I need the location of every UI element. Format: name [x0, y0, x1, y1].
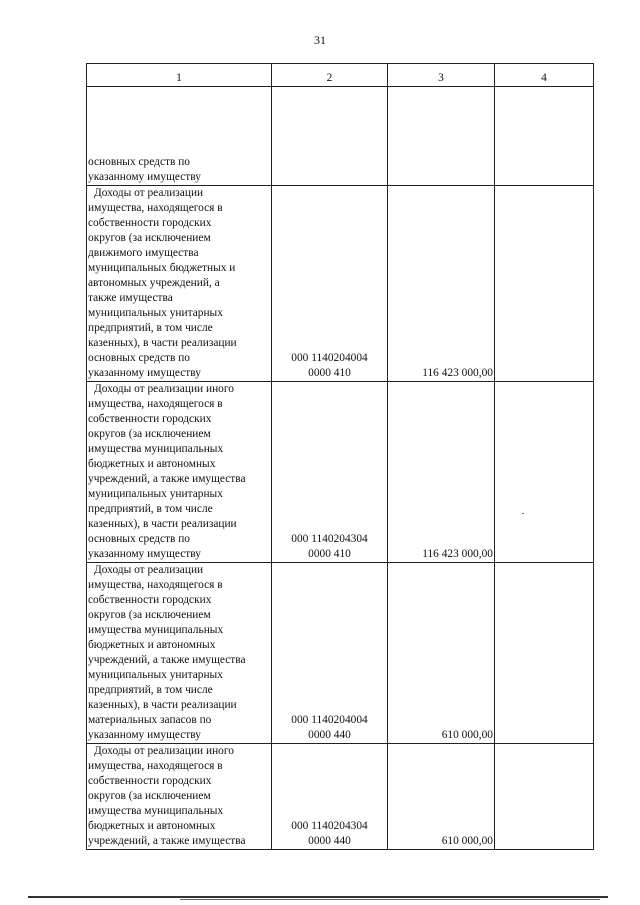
column-4-cell [495, 744, 594, 850]
revenue-name-line: имущества муниципальных [88, 443, 224, 455]
revenue-name-line: указанному имуществу [88, 729, 201, 741]
budget-code-line: 000 1140204304 [291, 820, 368, 832]
revenue-name-line: основных средств по [88, 352, 190, 364]
revenue-name-line: округов (за исключением [88, 790, 211, 802]
revenue-name-line: муниципальных унитарных [88, 307, 223, 319]
revenue-name-line: Доходы от реализации [94, 187, 204, 199]
column-header-1: 1 [87, 64, 272, 87]
revenue-name-line: предприятий, в том числе [88, 684, 213, 696]
revenue-name-line: указанному имуществу [88, 367, 201, 379]
revenue-name-line: имущества, находящегося в [88, 579, 223, 591]
revenue-name-cell [87, 87, 272, 186]
revenue-name-line: собственности городских [88, 775, 212, 787]
column-header-3: 3 [388, 64, 495, 87]
budget-code-line: 0000 440 [308, 729, 351, 741]
revenue-name-line: бюджетных и автономных [88, 639, 216, 651]
budget-code-cell [272, 186, 388, 382]
revenue-name-line: округов (за исключением [88, 232, 211, 244]
footer-rule-secondary [180, 899, 600, 900]
amount-cell [388, 87, 495, 186]
revenue-name-cell [87, 382, 272, 563]
budget-code-cell [272, 563, 388, 744]
table-row [87, 87, 594, 186]
revenue-name-line: Доходы от реализации иного [94, 745, 234, 757]
budget-code-line: 000 1140204304 [291, 533, 368, 545]
revenue-name-line: имущества муниципальных [88, 805, 224, 817]
revenue-name-line: округов (за исключением [88, 428, 211, 440]
revenue-name-line: учреждений, а также имущества [88, 654, 246, 666]
revenue-name-line: муниципальных бюджетных и [88, 262, 236, 274]
amount-cell: 610 000,00 [388, 563, 495, 744]
revenue-name-line: муниципальных унитарных [88, 488, 223, 500]
revenue-name-line: предприятий, в том числе [88, 322, 213, 334]
revenue-table [86, 63, 594, 850]
budget-code-line: 0000 410 [308, 367, 351, 379]
revenue-name-line: муниципальных унитарных [88, 669, 223, 681]
revenue-name-line: движимого имущества [88, 247, 199, 259]
revenue-name-line: имущества, находящегося в [88, 202, 223, 214]
revenue-name-line: собственности городских [88, 413, 212, 425]
table-row [87, 382, 594, 563]
budget-code-cell [272, 744, 388, 850]
revenue-name-line: бюджетных и автономных [88, 820, 216, 832]
revenue-name-line: имущества муниципальных [88, 624, 224, 636]
amount-cell: 116 423 000,00 [388, 186, 495, 382]
column-header-2: 2 [272, 64, 388, 87]
revenue-name-line: казенных), в части реализации [88, 337, 237, 349]
table-body [87, 87, 594, 850]
revenue-name-line: основных средств по [88, 533, 190, 545]
revenue-name-line: учреждений, а также имущества [88, 835, 246, 847]
budget-code-line: 000 1140204004 [291, 714, 368, 726]
column-4-cell [495, 382, 594, 563]
footer-rule [28, 896, 608, 898]
column-header-4: 4 [495, 64, 594, 87]
budget-code-cell [272, 382, 388, 563]
revenue-name-line: основных средств по [88, 156, 190, 168]
revenue-name-line: собственности городских [88, 217, 212, 229]
page-number: 31 [314, 33, 326, 47]
revenue-name-line: указанному имуществу [88, 171, 201, 183]
budget-code-line: 0000 410 [308, 548, 351, 560]
budget-code-line: 000 1140204004 [291, 352, 368, 364]
scan-speck [522, 513, 524, 514]
revenue-name-line: материальных запасов по [88, 714, 212, 726]
revenue-name-cell [87, 186, 272, 382]
amount-cell: 116 423 000,00 [388, 382, 495, 563]
revenue-name-line: округов (за исключением [88, 609, 211, 621]
revenue-name-line: автономных учреждений, а [88, 277, 220, 289]
column-4-cell [495, 186, 594, 382]
revenue-name-line: указанному имуществу [88, 548, 201, 560]
table-row [87, 186, 594, 382]
column-4-cell [495, 87, 594, 186]
revenue-name-line: предприятий, в том числе [88, 503, 213, 515]
revenue-name-line: Доходы от реализации [94, 564, 204, 576]
revenue-name-line: собственности городских [88, 594, 212, 606]
table-row [87, 563, 594, 744]
revenue-name-line: имущества, находящегося в [88, 760, 223, 772]
budget-code-cell [272, 87, 388, 186]
table-row [87, 744, 594, 850]
amount-cell: 610 000,00 [388, 744, 495, 850]
revenue-name-line: также имущества [88, 292, 173, 304]
budget-code-line: 0000 440 [308, 835, 351, 847]
table-header-row [87, 64, 594, 87]
revenue-name-line: казенных), в части реализации [88, 518, 237, 530]
revenue-name-line: бюджетных и автономных [88, 458, 216, 470]
revenue-name-cell [87, 563, 272, 744]
revenue-name-cell [87, 744, 272, 850]
revenue-name-line: учреждений, а также имущества [88, 473, 246, 485]
revenue-name-line: казенных), в части реализации [88, 699, 237, 711]
revenue-name-line: имущества, находящегося в [88, 398, 223, 410]
column-4-cell [495, 563, 594, 744]
revenue-name-line: Доходы от реализации иного [94, 383, 234, 395]
